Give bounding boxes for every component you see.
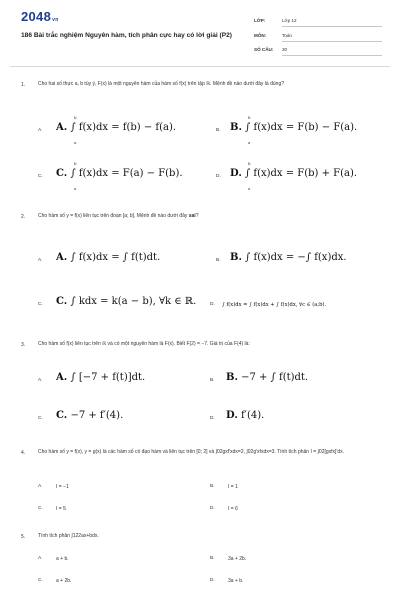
option-math[interactable] xyxy=(56,122,176,133)
option-expression: ∫ f(x)dx = ∫ f(t)dt. xyxy=(70,252,161,263)
question-number: 4. xyxy=(21,450,26,456)
option-letter[interactable]: B. xyxy=(216,258,221,263)
option-letter[interactable]: D. xyxy=(210,302,215,307)
option-bold-letter: D. xyxy=(230,168,242,179)
meta-class xyxy=(254,18,297,23)
site-logo[interactable] xyxy=(21,9,59,24)
lower-limit: a xyxy=(248,140,251,145)
option-bold-letter: B. xyxy=(230,252,242,263)
lower-limit: a xyxy=(74,140,77,145)
option-text[interactable]: a + 2b. xyxy=(56,578,72,584)
option-text[interactable]: I = −1 xyxy=(56,484,69,490)
option-math[interactable] xyxy=(56,296,196,307)
option-text[interactable]: I = 1 xyxy=(228,484,238,490)
option-letter[interactable]: C. xyxy=(38,174,43,179)
meta-class-value: Lớp 12 xyxy=(282,18,297,23)
question-number: 2. xyxy=(21,214,26,220)
question-text-emphasis: sai xyxy=(188,213,196,219)
option-letter[interactable]: D. xyxy=(216,174,221,179)
option-letter[interactable]: B. xyxy=(210,556,215,561)
option-bold-letter: C. xyxy=(56,410,68,421)
option-text[interactable]: 3a + b. xyxy=(228,578,244,584)
option-math[interactable] xyxy=(56,372,145,383)
option-letter[interactable]: B. xyxy=(210,484,215,489)
meta-underline xyxy=(282,26,382,27)
option-expression: ∫ f(x)dx = −∫ f(x)dx. xyxy=(245,252,347,263)
option-math[interactable] xyxy=(56,168,183,179)
option-expression: −7 + f′(4). xyxy=(70,410,124,421)
option-math[interactable] xyxy=(230,122,357,133)
question-text: Cho hàm số y = f(x), y = g(x) là các hàm số có đạo hàm và liên tục trên [0; 2] và ∫02gxf'xdx=2, ∫02g'xfxdx=3. Tính tích phân I = ∫02[gxfx]'dx. xyxy=(38,449,345,455)
question-text xyxy=(38,212,378,221)
document-title: 186 Bài trắc nghiệm Nguyên hàm, tích phân cực hay có lời giải (P2) xyxy=(21,32,232,39)
question-number: 3. xyxy=(21,342,26,348)
option-letter[interactable]: A. xyxy=(38,258,43,263)
option-math[interactable] xyxy=(230,168,357,179)
option-math[interactable] xyxy=(56,252,160,263)
option-expression: ∫ f(x)dx = F(a) − F(b). xyxy=(70,168,183,179)
option-expression: ∫ f(x)dx = F(b) + F(a). xyxy=(244,168,358,179)
meta-count-label: SỐ CÂU: xyxy=(254,47,274,52)
option-bold-letter: C. xyxy=(56,168,68,179)
question-text: Tính tích phân ∫122ax+bdx. xyxy=(38,533,99,539)
option-letter[interactable]: B. xyxy=(210,378,215,383)
question-number: 1. xyxy=(21,82,26,88)
option-math[interactable] xyxy=(56,410,123,421)
option-expression[interactable]: ∫ f(x)dx = ∫ f(x)dx + ∫ f(x)dx, ∀c ∈ (a;b). xyxy=(222,302,327,308)
option-letter[interactable]: A. xyxy=(38,556,43,561)
meta-subject xyxy=(254,33,292,38)
meta-class-label: LỚP: xyxy=(254,18,266,23)
upper-limit: b xyxy=(248,161,251,166)
question-text: Cho hai số thực a, b tùy ý, F(x) là một nguyên hàm của hàm số f(x) trên tập ℝ. Mệnh đề nào dưới đây là đúng? xyxy=(38,81,285,87)
option-letter[interactable]: D. xyxy=(210,578,215,583)
option-expression: ∫ [−7 + f(t)]dt. xyxy=(70,372,146,383)
lower-limit: a xyxy=(74,186,77,191)
question-text-part: ? xyxy=(195,213,199,219)
option-bold-letter: B. xyxy=(226,372,238,383)
meta-underline xyxy=(282,41,382,42)
option-letter[interactable]: C. xyxy=(38,416,43,421)
question-text: Cho hàm số f(x) liên tục trên ℝ và có một nguyên hàm là F(x). Biết F(2) = −7. Giá trị của F(4) là: xyxy=(38,341,250,347)
option-math[interactable] xyxy=(226,410,264,421)
meta-subject-value: Toán xyxy=(282,33,292,38)
header-divider xyxy=(10,66,390,67)
option-expression: ∫ kdx = k(a − b), ∀k ∈ ℝ. xyxy=(70,296,197,307)
option-bold-letter: A. xyxy=(56,372,68,383)
meta-count xyxy=(254,47,287,52)
meta-subject-label: MÔN: xyxy=(254,33,267,38)
option-math[interactable] xyxy=(226,372,308,383)
option-letter[interactable]: D. xyxy=(210,416,215,421)
meta-count-value: 30 xyxy=(282,47,288,52)
upper-limit: b xyxy=(248,115,251,120)
meta-underline xyxy=(282,55,382,56)
option-letter[interactable]: C. xyxy=(38,506,43,511)
option-letter[interactable]: A. xyxy=(38,484,43,489)
logo-text: 2048 xyxy=(21,9,52,24)
option-expression: −7 + ∫ f(t)dt. xyxy=(241,372,309,383)
option-bold-letter: D. xyxy=(226,410,238,421)
option-letter[interactable]: C. xyxy=(38,578,43,583)
question-number: 5. xyxy=(21,534,26,540)
option-letter[interactable]: C. xyxy=(38,302,43,307)
upper-limit: b xyxy=(74,161,77,166)
option-expression: f′(4). xyxy=(240,410,265,421)
upper-limit: b xyxy=(74,115,77,120)
option-letter[interactable]: A. xyxy=(38,128,43,133)
option-letter[interactable]: D. xyxy=(210,506,215,511)
option-bold-letter: B. xyxy=(230,122,242,133)
option-letter[interactable]: B. xyxy=(216,128,221,133)
option-expression: ∫ f(x)dx = f(b) − f(a). xyxy=(70,122,177,133)
option-text[interactable]: I = 6 xyxy=(228,506,238,512)
lower-limit: a xyxy=(248,186,251,191)
option-expression: ∫ f(x)dx = F(b) − F(a). xyxy=(245,122,358,133)
option-math[interactable] xyxy=(230,252,347,263)
option-text[interactable]: I = 5 xyxy=(56,506,66,512)
logo-suffix: vn xyxy=(52,17,59,23)
option-bold-letter: A. xyxy=(56,252,68,263)
option-bold-letter: C. xyxy=(56,296,68,307)
option-text[interactable]: a + b. xyxy=(56,556,69,562)
option-text[interactable]: 3a + 2b. xyxy=(228,556,247,562)
option-letter[interactable]: A. xyxy=(38,378,43,383)
option-bold-letter: A. xyxy=(56,122,68,133)
question-text-part: Cho hàm số y = f(x) liên tục trên đoạn [a; b]. Mệnh đề nào dưới đây xyxy=(38,213,189,219)
